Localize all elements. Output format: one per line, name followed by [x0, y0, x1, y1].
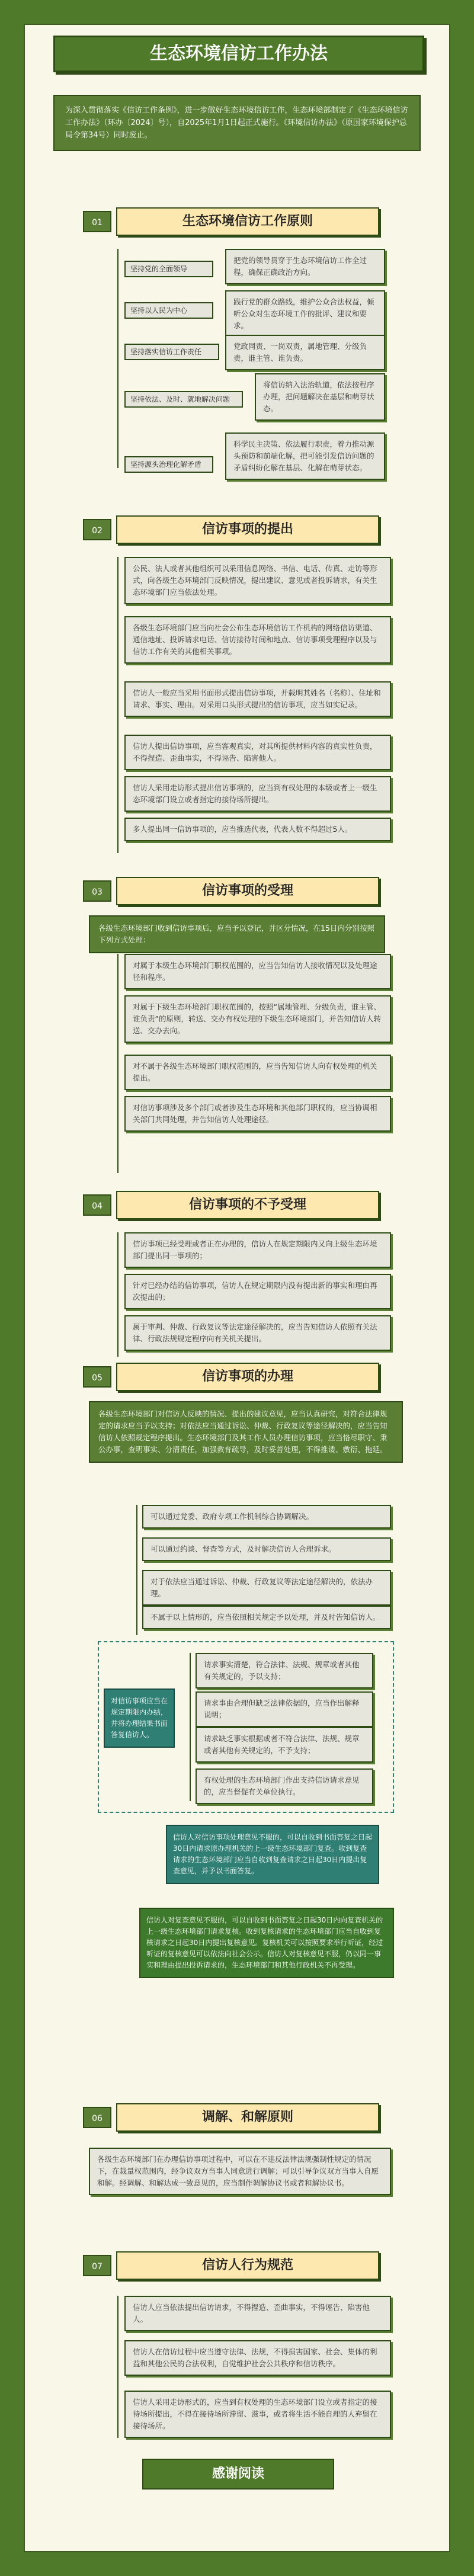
section-title: 信访事项的不予受理	[116, 1191, 379, 1219]
principle-label: 坚持党的全面领导	[124, 261, 213, 277]
principle-text: 践行党的群众路线，维护公众合法权益，倾听公众对生态环境工作的批评、建议和要求。	[225, 290, 385, 338]
handle-item: 对于依法应当通过诉讼、仲裁、行政复议等法定途径解决的，依法办理。	[142, 1570, 391, 1606]
accept-item: 对信访事项涉及多个部门或者涉及生态环境和其他部门职权的，应当协调相关部门共同处理，并告知信访人处理途径。	[124, 1096, 391, 1132]
section-title: 信访事项的办理	[116, 1363, 379, 1391]
handle-sub-item: 有权处理的生态环境部门作出支持信访请求意见的，应当督促有关单位执行。	[196, 1768, 373, 1804]
review-box: 信访人对信访事项处理意见不服的，可以自收到书面答复之日起30日内请求原办理机关的上一级生态环境部门复查。收到复查请求的生态环境部门应当自收到复查请求之日起30日内提出复查意见，并予以书面答复。	[166, 1825, 379, 1884]
connector-line	[117, 954, 118, 1173]
conduct-item: 信访人在信访过程中应当遵守法律、法规，不得损害国家、社会、集体的利益和其他公民的合法权利，自觉维护社会公共秩序和信访秩序。	[124, 2340, 391, 2376]
principle-label: 坚持源头治理化解矛盾	[124, 456, 213, 473]
section-number: 02	[83, 519, 111, 540]
handle-item: 可以通过约谈、督查等方式，及时解决信访人合理诉求。	[142, 1537, 391, 1561]
accept-item: 对不属于各级生态环境部门职权范围的，应当告知信访人向有权处理的机关提出。	[124, 1055, 391, 1090]
accept-item: 对属于下级生态环境部门职权范围的，按照“属地管理、分级负责，谁主管、谁负责”的原则，转送、交办有权处理的下级生态环境部门，并告知信访人转送、交办去向。	[124, 995, 391, 1043]
principle-text: 把党的领导贯穿于生态环境信访工作全过程，确保正确政治方向。	[225, 249, 385, 284]
section-number: 06	[83, 2107, 111, 2128]
submit-item: 多人提出同一信访事项的，应当推选代表，代表人数不得超过5人。	[124, 818, 391, 841]
principle-text: 科学民主决策、依法履行职责，着力推动源头预防和前端化解，把可能引发信访问题的矛盾纠纷化解在基层、化解在萌芽状态。	[225, 432, 385, 480]
accept-item: 对属于本级生态环境部门职权范围的，应当告知信访人接收情况以及处理途径和程序。	[124, 954, 391, 989]
connector-line	[117, 2296, 118, 2438]
teal-note: 对信访事项应当在规定期限内办结，并将办理结果书面答复信访人。	[104, 1689, 175, 1748]
section-number: 05	[83, 1366, 111, 1388]
section-title: 信访事项的提出	[116, 515, 379, 544]
section-number: 07	[83, 2255, 111, 2276]
accept-intro: 各级生态环境部门收到信访事项后，应当予以登记，并区分情况，在15日内分别按照下列方式处理：	[89, 915, 385, 953]
reject-item: 针对已经办结的信访事项，信访人在规定期限内没有提出新的事实和理由再次提出的；	[124, 1274, 391, 1309]
principle-label: 坚持落实信访工作责任	[124, 344, 219, 360]
submit-item: 信访人采用走访形式提出信访事项的，应当到有权处理的本级或者上一级生态环境部门设立或者指定的接待场所提出。	[124, 776, 391, 812]
handle-intro: 各级生态环境部门对信访人反映的情况、提出的建议意见，应当认真研究，对符合法律规定的请求应当予以支持；对依法应当通过诉讼、仲裁、行政复议等途径解决的，应当告知信访人依照规定程序提出。生态环境部门及其工作人员办理信访事项，应当恪尽职守、秉公办事，查明事实、分清责任，加强教育疏导，及时妥善处理，不得推诿、敷衍、拖延。	[89, 1401, 403, 1463]
section-title: 信访事项的受理	[116, 877, 379, 905]
conduct-item: 信访人应当依法提出信访请求，不得捏造、歪曲事实，不得诬告、陷害他人。	[124, 2296, 391, 2331]
thanks-banner: 感谢阅读	[142, 2459, 334, 2490]
reject-item: 信访事项已经受理或者正在办理的，信访人在规定期限内又向上级生态环境部门提出同一事项的；	[124, 1232, 391, 1268]
handle-item: 可以通过党委、政府专项工作机制综合协调解决。	[142, 1505, 391, 1529]
recheck-box: 信访人对复查意见不服的，可以自收到书面答复之日起30日内向复查机关的上一级生态环境部门请求复核。收到复核请求的生态环境部门应当自收到复核请求之日起30日内提出复核意见。复核机关可以按照要求举行听证，经过听证的复核意见可以依法向社会公示。信访人对复核意见不服，仍以同一事实和理由提出投诉请求的，生态环境部门和其他行政机关不再受理。	[139, 1908, 394, 1978]
handle-item: 不属于以上情形的，应当依照相关规定予以处理，并及时告知信访人。	[142, 1606, 391, 1629]
connector-line	[117, 557, 118, 853]
submit-item: 各级生态环境部门应当向社会公布生态环境信访工作机构的网络信访渠道、通信地址、投诉请求电话、信访接待时间和地点、信访事项受理程序以及与信访工作有关的其他相关事项。	[124, 616, 391, 664]
principle-text: 将信访纳入法治轨道，依法按程序办理，把问题解决在基层和萌芽状态。	[255, 373, 385, 421]
handle-sub-item: 请求事实清楚，符合法律、法规、规章或者其他有关规定的，予以支持；	[196, 1653, 373, 1689]
handle-sub-item: 请求缺乏事实根据或者不符合法律、法规、规章或者其他有关规定的，不予支持；	[196, 1727, 373, 1763]
handle-sub-item: 请求事由合理但缺乏法律依据的，应当作出解释说明；	[196, 1691, 373, 1727]
section-number: 01	[83, 211, 111, 232]
submit-item: 信访人一般应当采用书面形式提出信访事项，并载明其姓名（名称）、住址和请求、事实、理由。对采用口头形式提出的信访事项，应当如实记录。	[124, 681, 391, 717]
section-title: 信访人行为规范	[116, 2251, 379, 2280]
intro-text: 为深入贯彻落实《信访工作条例》，进一步做好生态环境信访工作，生态环境部制定了《生态环境信访工作办法》（环办〔2024〕号），自2025年1月1日起正式施行。《环境信访办法》（原国家环境保护总局令第34号）同时废止。	[53, 95, 421, 151]
submit-item: 公民、法人或者其他组织可以采用信息网络、书信、电话、传真、走访等形式，向各级生态环境部门反映情况，提出建议、意见或者投诉请求，有关生态环境部门应当依法处理。	[124, 557, 391, 604]
page-title: 生态环境信访工作办法	[53, 36, 424, 72]
section-title: 调解、和解原则	[116, 2103, 379, 2132]
principle-text: 党政同责、一岗双责，属地管理、分级负责，谁主管、谁负责。	[225, 335, 385, 370]
connector-line	[190, 1653, 191, 1801]
reject-item: 属于审判、仲裁、行政复议等法定途径解决的，应当告知信访人依照有关法律、行政法规规定程序向有关机关提出。	[124, 1315, 391, 1351]
connector-line	[117, 1232, 118, 1357]
principle-label: 坚持以人民为中心	[124, 302, 213, 319]
submit-item: 信访人提出信访事项，应当客观真实，对其所提供材料内容的真实性负责，不得捏造、歪曲事实，不得诬告、陷害他人。	[124, 735, 391, 770]
section-title: 生态环境信访工作原则	[116, 207, 379, 236]
connector-line	[136, 1505, 137, 1635]
conduct-item: 信访人采用走访形式的，应当到有权处理的生态环境部门设立或者指定的接待场所提出，不得在接待场所滞留、滋事，或者将生活不能自理的人弃留在接待场所。	[124, 2391, 391, 2438]
section-number: 03	[83, 880, 111, 902]
connector-line	[117, 249, 118, 468]
principle-label: 坚持依法、及时、就地解决问题	[124, 391, 243, 408]
mediation-text: 各级生态环境部门在办理信访事项过程中，可以在不违反法律法规强制性规定的情况下，在裁量权范围内，经争议双方当事人同意进行调解；可以引导争议双方当事人自愿和解。经调解、和解达成一致意见的，应当制作调解协议书或者和解协议书。	[89, 2148, 391, 2195]
section-number: 04	[83, 1194, 111, 1216]
